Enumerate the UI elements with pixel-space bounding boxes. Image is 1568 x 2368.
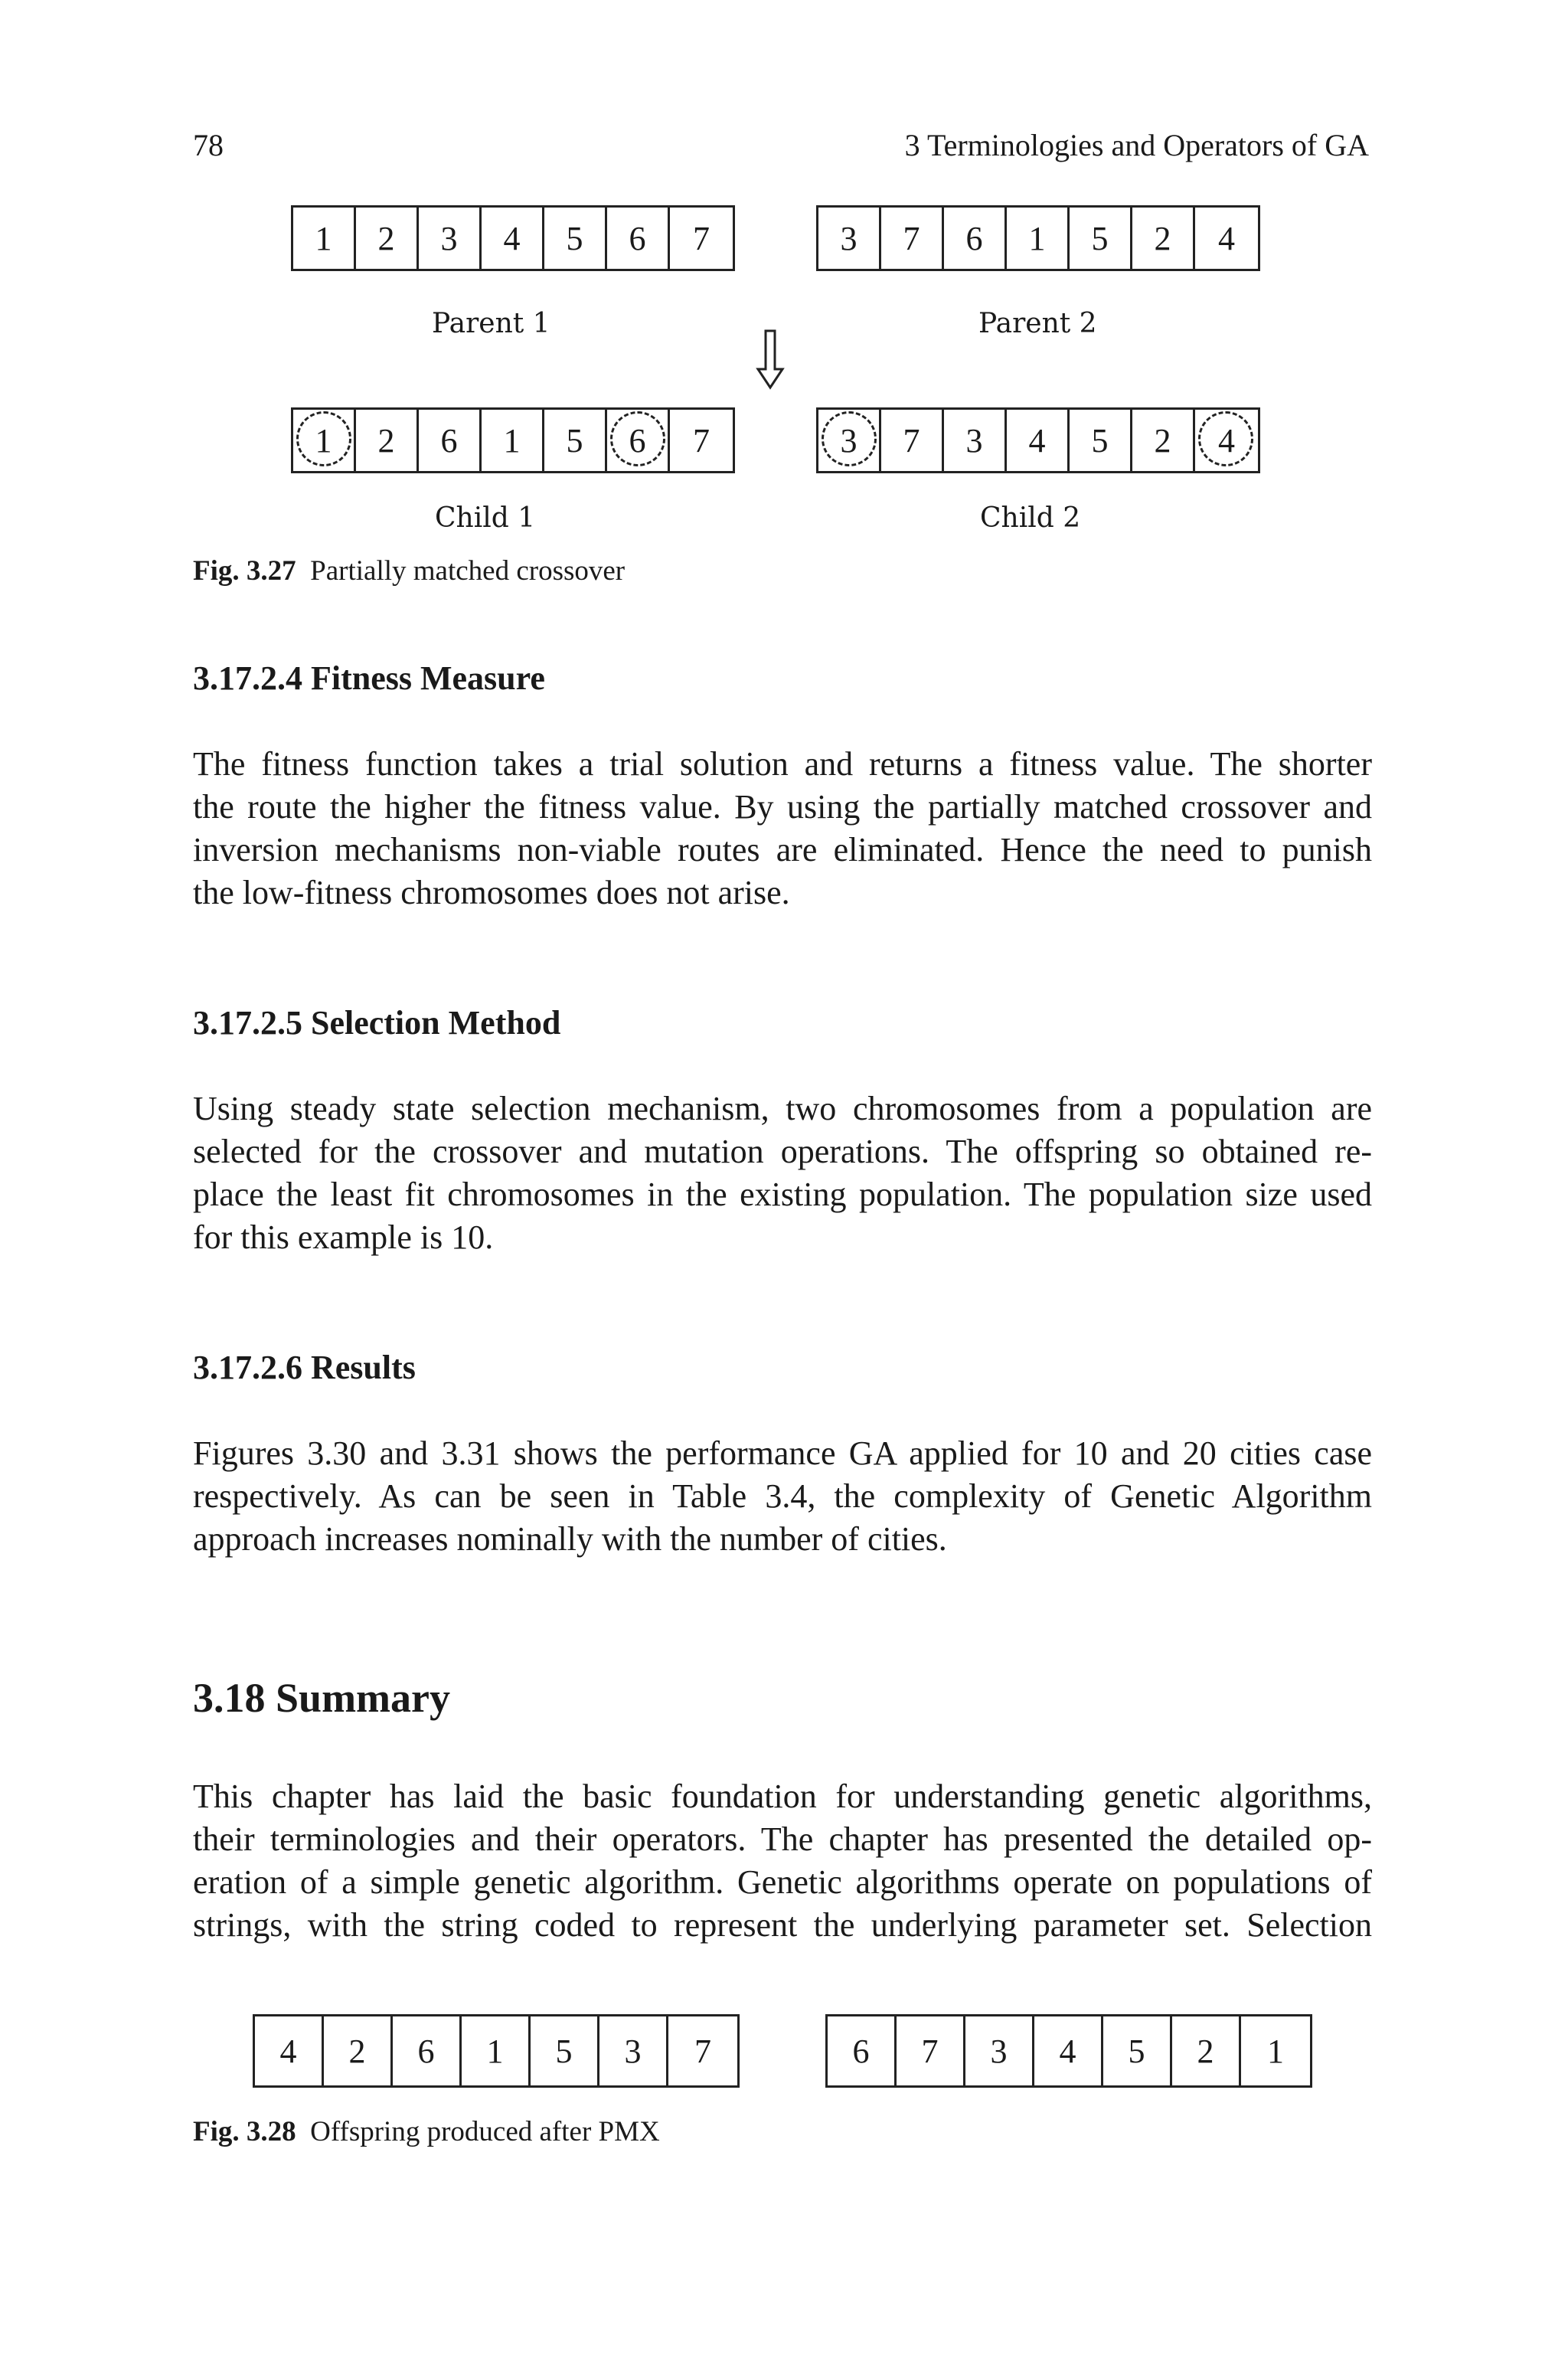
summary-line: This chapter has laid the basic foundation for understanding genetic algorithms, xyxy=(193,1778,1372,1815)
gene-cell: 2 xyxy=(1132,410,1195,471)
gene-cell: 5 xyxy=(544,410,607,471)
gene-cell: 7 xyxy=(694,2032,711,2070)
gene-cell: 7 xyxy=(881,410,944,471)
page-number: 78 xyxy=(193,128,224,162)
gene-cell: 4 xyxy=(1007,410,1070,471)
gene-cell: 1 xyxy=(293,208,356,269)
selection-line: Using steady state selection mechanism, two chromosomes from a population are xyxy=(193,1090,1372,1127)
gene-cell: 4 xyxy=(1218,219,1235,257)
results-paragraph xyxy=(193,1432,1372,1561)
gene-cell: 1 xyxy=(462,2016,531,2085)
fitness-heading: 3.17.2.4 Fitness Measure xyxy=(193,659,545,697)
fig327-caption-text: Partially matched crossover xyxy=(310,555,626,587)
gene-cell: 2 xyxy=(356,410,419,471)
child1-string xyxy=(291,407,735,473)
gene-cell: 3 xyxy=(419,208,482,269)
gene-cell: 5 xyxy=(531,2016,599,2085)
gene-cell: 4 xyxy=(255,2016,324,2085)
gene-cell: 7 xyxy=(881,208,944,269)
selection-heading: 3.17.2.5 Selection Method xyxy=(193,1004,561,1042)
child1-label: Child 1 xyxy=(435,502,536,534)
fitness-line: inversion mechanisms non-viable routes are eliminated. Hence the need to punish xyxy=(193,831,1372,868)
gene-cell: 2 xyxy=(356,208,419,269)
fitness-line: the route the higher the fitness value. By using the partially matched crossover and xyxy=(193,788,1372,826)
gene-cell: 6 xyxy=(828,2016,897,2085)
gene-cell: 4 xyxy=(482,208,544,269)
summary-paragraph xyxy=(193,1775,1372,1947)
child2-string xyxy=(816,407,1260,473)
offspring2-string xyxy=(825,2014,1312,2088)
parent2-string xyxy=(816,205,1260,271)
gene-cell: 2 xyxy=(1172,2016,1241,2085)
gene-cell: 5 xyxy=(544,208,607,269)
gene-cell: 2 xyxy=(324,2016,393,2085)
fitness-line: The fitness function takes a trial solution and returns a fitness value. The shorter xyxy=(193,745,1372,783)
results-line: respectively. As can be seen in Table 3.4, the complexity of Genetic Algorithm xyxy=(193,1477,1372,1515)
gene-cell: 7 xyxy=(693,421,710,460)
fig327-caption xyxy=(193,554,625,587)
gene-cell: 6 xyxy=(393,2016,462,2085)
fig328-caption-text: Offspring produced after PMX xyxy=(310,2116,660,2147)
gene-cell: 5 xyxy=(1070,208,1132,269)
gene-cell: 6 xyxy=(419,410,482,471)
results-line: approach increases nominally with the number of cities. xyxy=(193,1520,947,1558)
child2-label: Child 2 xyxy=(980,502,1081,534)
gene-cell: 3 xyxy=(818,208,881,269)
gene-cell: 3 xyxy=(965,2016,1034,2085)
gene-cell: 5 xyxy=(1103,2016,1172,2085)
gene-cell: 6 xyxy=(944,208,1007,269)
selection-line: for this example is 10. xyxy=(193,1218,494,1256)
selection-line: selected for the crossover and mutation operations. The offspring so obtained re- xyxy=(193,1133,1372,1170)
gene-cell: 4 xyxy=(1034,2016,1103,2085)
gene-cell: 7 xyxy=(897,2016,965,2085)
gene-cell: 1 xyxy=(1267,2032,1284,2070)
gene-cell: 2 xyxy=(1132,208,1195,269)
gene-cell: 6 xyxy=(607,410,670,471)
gene-cell: 4 xyxy=(1195,410,1258,471)
gene-cell: 1 xyxy=(482,410,544,471)
gene-cell: 1 xyxy=(293,410,356,471)
results-line: Figures 3.30 and 3.31 shows the performance GA applied for 10 and 20 cities case xyxy=(193,1434,1372,1472)
gene-cell: 7 xyxy=(693,219,710,257)
gene-cell: 3 xyxy=(818,410,881,471)
gene-cell: 3 xyxy=(944,410,1007,471)
selection-paragraph xyxy=(193,1088,1372,1259)
gene-cell: 6 xyxy=(607,208,670,269)
gene-cell: 1 xyxy=(1007,208,1070,269)
running-title: 3 Terminologies and Operators of GA xyxy=(904,128,1369,162)
summary-line: eration of a simple genetic algorithm. Genetic algorithms operate on populations of xyxy=(193,1863,1372,1901)
summary-line: their terminologies and their operators. The chapter has presented the detailed op- xyxy=(193,1820,1372,1858)
fitness-line: the low-fitness chromosomes does not arise. xyxy=(193,874,790,911)
results-heading: 3.17.2.6 Results xyxy=(193,1349,416,1386)
offspring1-string xyxy=(253,2014,740,2088)
parent1-string xyxy=(291,205,735,271)
gene-cell: 3 xyxy=(599,2016,668,2085)
fig328-caption xyxy=(193,2115,660,2148)
parent2-label: Parent 2 xyxy=(978,308,1097,339)
down-arrow-icon xyxy=(755,329,786,391)
fitness-paragraph xyxy=(193,743,1372,914)
fig327-caption-number: Fig. 3.27 xyxy=(193,555,296,587)
parent1-label: Parent 1 xyxy=(432,308,550,339)
summary-line: strings, with the string coded to represent the underlying parameter set. Selection xyxy=(193,1906,1372,1944)
gene-cell: 5 xyxy=(1070,410,1132,471)
selection-line: place the least fit chromosomes in the existing population. The population size used xyxy=(193,1176,1372,1213)
fig328-caption-number: Fig. 3.28 xyxy=(193,2116,296,2147)
summary-heading: 3.18 Summary xyxy=(193,1675,450,1721)
